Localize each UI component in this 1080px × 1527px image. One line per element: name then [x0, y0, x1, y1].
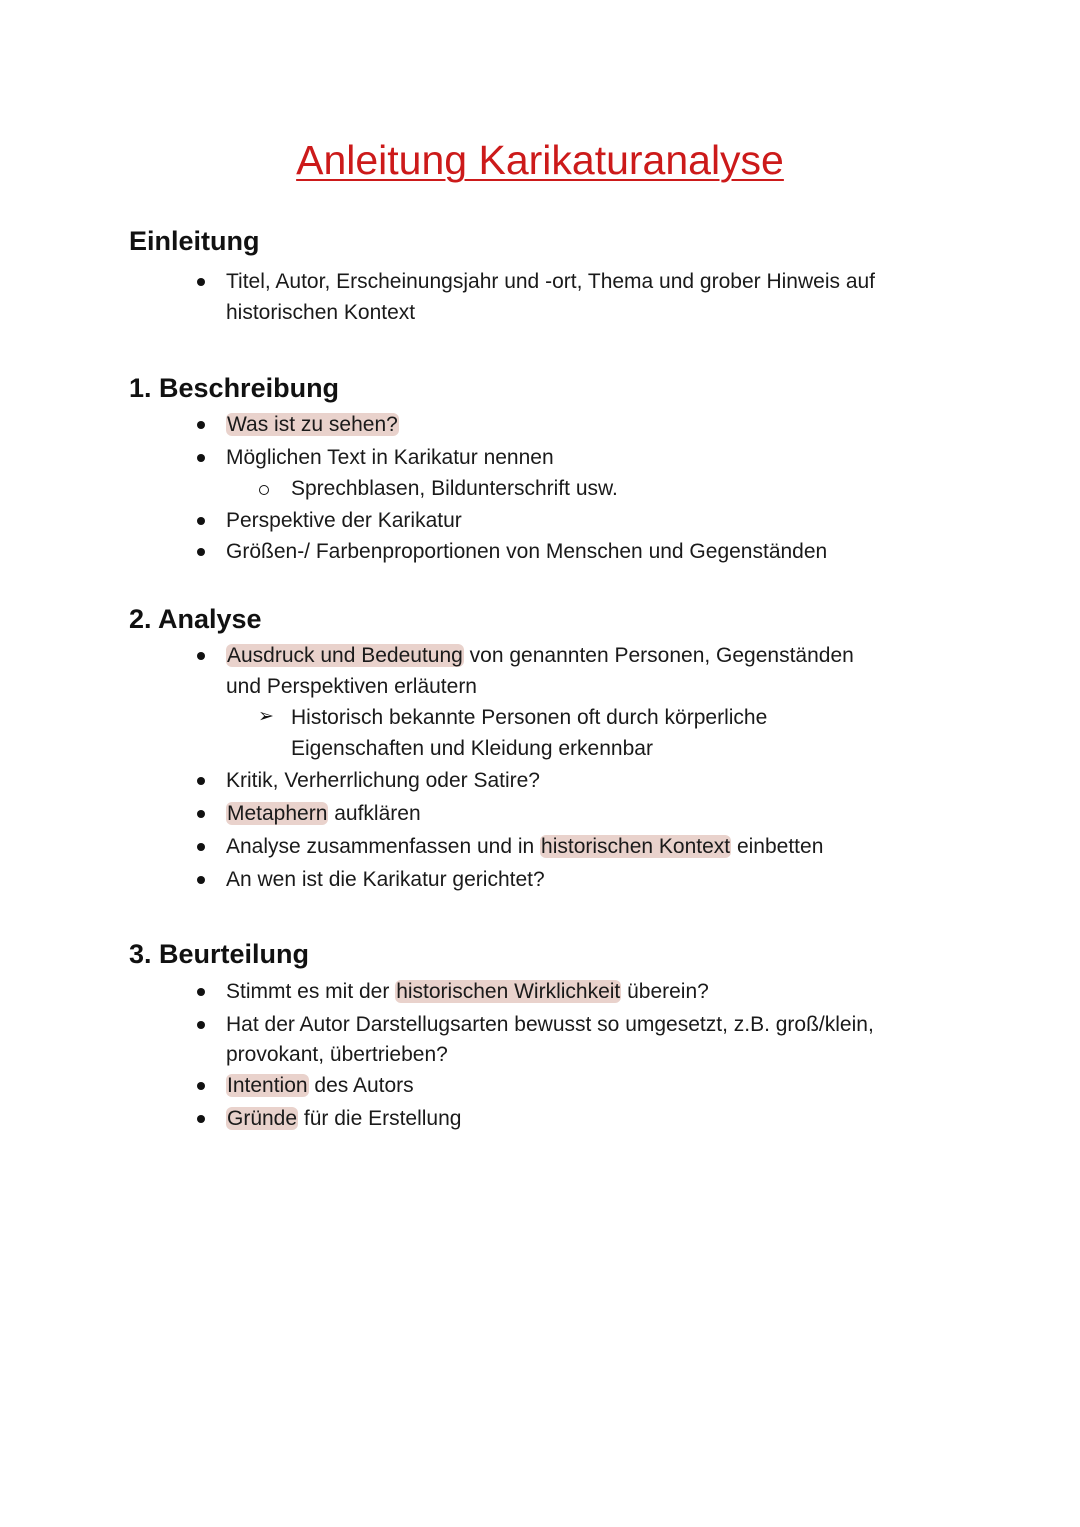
beschreibung-item-4: Größen-/ Farbenproportionen von Menschen und Gegenständen — [226, 540, 828, 563]
highlight: Intention — [227, 1074, 308, 1097]
page-title: Anleitung Karikaturanalyse — [296, 137, 784, 183]
beschreibung-item-2-sub: Sprechblasen, Bildunterschrift usw. — [291, 477, 618, 500]
section-heading-beschreibung: 1. Beschreibung — [129, 373, 340, 403]
beurteilung-item-1-post: überein? — [621, 980, 709, 1003]
beurteilung-item-3-rest: des Autors — [308, 1074, 414, 1097]
analyse-item-1-sub-line-1: Historisch bekannte Personen oft durch körperliche — [291, 706, 768, 729]
beurteilung-item-2-line-1: Hat der Autor Darstellugsarten bewusst so umgesetzt, z.B. groß/klein, — [226, 1013, 874, 1036]
beurteilung-item-1 — [226, 978, 709, 1006]
bullet-icon — [197, 777, 205, 785]
analyse-item-2: Kritik, Verherrlichung oder Satire? — [226, 769, 540, 792]
bullet-icon — [197, 1115, 205, 1123]
einleitung-item-1-line-2: historischen Kontext — [226, 301, 416, 324]
beschreibung-item-1 — [226, 411, 399, 439]
highlight: Metaphern — [227, 802, 328, 825]
beschreibung-item-3: Perspektive der Karikatur — [226, 509, 462, 532]
analyse-item-3-rest: aufklären — [328, 802, 421, 825]
beurteilung-item-1-pre: Stimmt es mit der — [226, 980, 396, 1003]
highlight: historischen Wirklichkeit — [396, 980, 621, 1003]
highlight: Was ist zu sehen? — [227, 413, 398, 436]
hollow-circle-bullet-icon — [259, 485, 269, 495]
analyse-item-5: An wen ist die Karikatur gerichtet? — [226, 868, 545, 891]
bullet-icon — [197, 548, 205, 556]
beurteilung-item-4-rest: für die Erstellung — [298, 1107, 462, 1130]
highlight: Gründe — [227, 1107, 298, 1130]
arrow-bullet-icon: ➢ — [258, 706, 274, 727]
section-heading-einleitung: Einleitung — [129, 226, 260, 256]
bullet-icon — [197, 517, 205, 525]
highlight: historischen Kontext — [541, 835, 731, 858]
bullet-icon — [197, 988, 205, 996]
beschreibung-item-2: Möglichen Text in Karikatur nennen — [226, 446, 554, 469]
bullet-icon — [197, 1021, 205, 1029]
einleitung-item-1-line-1: Titel, Autor, Erscheinungsjahr und -ort, Thema und grober Hinweis auf — [226, 270, 876, 293]
bullet-icon — [197, 1082, 205, 1090]
beurteilung-item-2-line-2: provokant, übertrieben? — [226, 1043, 448, 1066]
section-heading-analyse: 2. Analyse — [129, 604, 262, 634]
beurteilung-item-4 — [226, 1105, 461, 1133]
analyse-item-1-line-1 — [226, 642, 854, 670]
bullet-icon — [197, 454, 205, 462]
bullet-icon — [197, 843, 205, 851]
analyse-item-4 — [226, 833, 823, 861]
beurteilung-item-3 — [226, 1072, 414, 1100]
analyse-item-1-line-2: und Perspektiven erläutern — [226, 675, 477, 698]
bullet-icon — [197, 876, 205, 884]
analyse-item-4-pre: Analyse zusammenfassen und in — [226, 835, 541, 858]
analyse-item-3 — [226, 800, 421, 828]
bullet-icon — [197, 810, 205, 818]
highlight: Ausdruck und Bedeutung — [227, 644, 463, 667]
analyse-item-1-rest: von genannten Personen, Gegenständen — [463, 644, 854, 667]
bullet-icon — [197, 421, 205, 429]
section-heading-beurteilung: 3. Beurteilung — [129, 939, 310, 969]
bullet-icon — [197, 652, 205, 660]
analyse-item-4-post: einbetten — [731, 835, 824, 858]
analyse-item-1-sub-line-2: Eigenschaften und Kleidung erkennbar — [291, 737, 653, 760]
bullet-icon — [197, 278, 205, 286]
